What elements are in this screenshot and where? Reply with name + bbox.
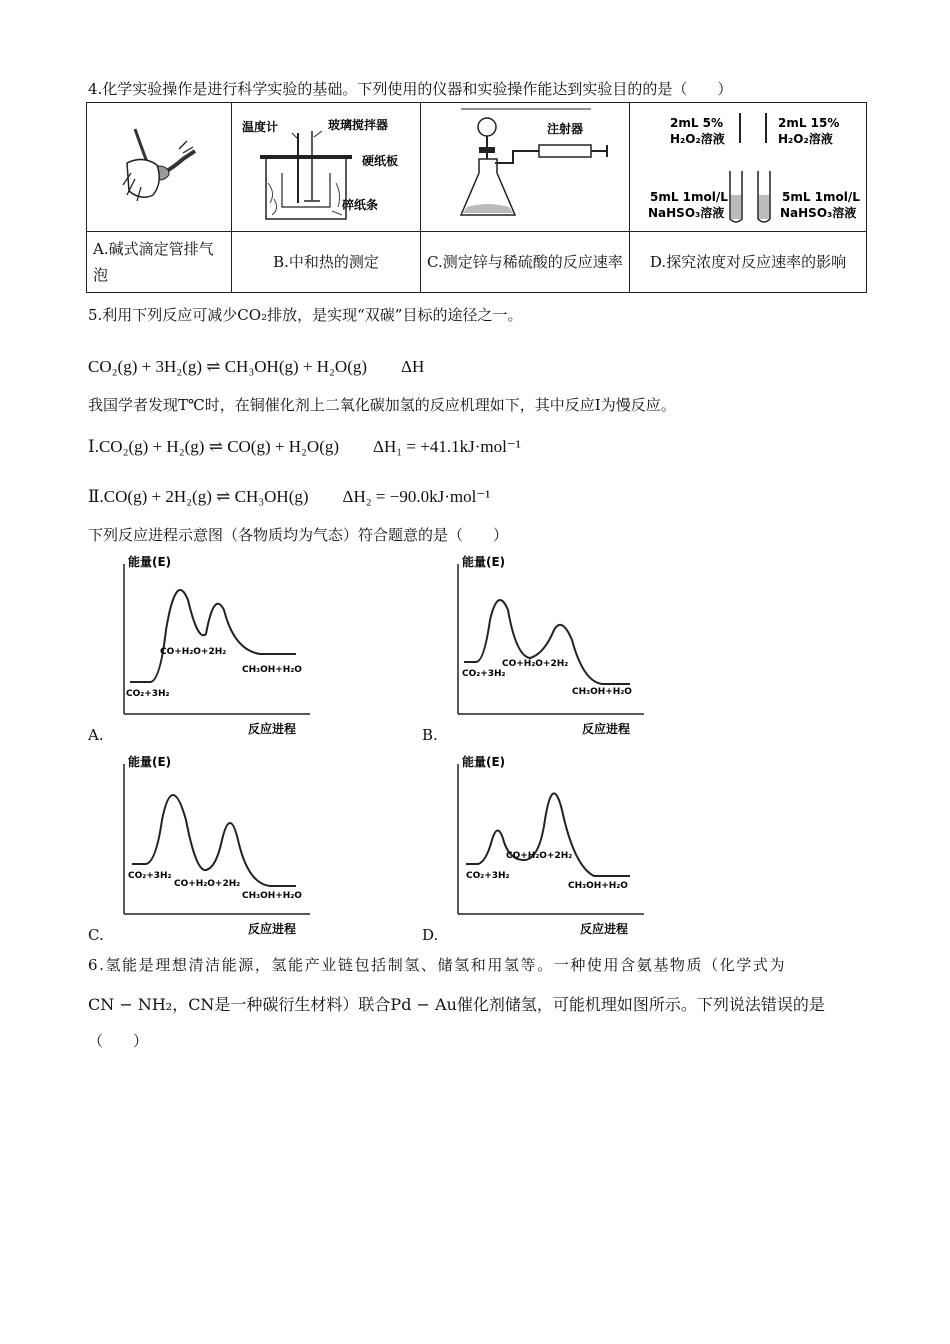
graph-a-intermediate: CO+H₂O+2H₂ xyxy=(160,647,227,657)
q5-main-equation: CO₂(g) + 3H₂(g) ⇌ CH₃OH(g) + H₂O(g) ΔH xyxy=(88,357,425,376)
label-cardboard: 硬纸板 xyxy=(362,154,399,168)
graph-b-product: CH₃OH+H₂O xyxy=(572,687,632,697)
q6-line-2: CN − NH₂，CN是一种碳衍生材料）联合Pd − Au催化剂储氢，可能机理如图所示。下列说法错误的是 xyxy=(88,995,825,1014)
option-a: A.碱式滴定管排气泡 xyxy=(87,232,232,293)
q4-options-table xyxy=(86,102,867,293)
label-d-tr2: H₂O₂溶液 xyxy=(778,132,833,146)
graph-c-product: CH₃OH+H₂O xyxy=(242,891,302,901)
label-d-br: 5mL 1mol/L xyxy=(782,190,860,204)
option-c: C.测定锌与稀硫酸的反应速率 xyxy=(421,232,630,293)
label-stirrer: 玻璃搅拌器 xyxy=(328,118,389,132)
graph-d-label: D. xyxy=(422,926,439,944)
graph-a xyxy=(110,550,320,744)
q6-line-3: （ ） xyxy=(88,1032,149,1050)
label-d-tl2: H₂O₂溶液 xyxy=(670,132,725,146)
graph-d-intermediate: CO+H₂O+2H₂ xyxy=(506,851,573,861)
q5-stem: 5.利用下列反应可减少CO₂排放，是实现“双碳”目标的途径之一。 xyxy=(88,306,523,324)
q5-equation-2: Ⅱ.CO(g) + 2H₂(g) ⇌ CH₃OH(g) ΔH₂ = −90.0kJ·mol⁻¹ xyxy=(88,487,491,506)
figure-b-calorimeter xyxy=(232,103,421,232)
graph-b-intermediate: CO+H₂O+2H₂ xyxy=(502,659,569,669)
q6-line-1: 6.氢能是理想清洁能源，氢能产业链包括制氢、储氢和用氢等。一种使用含氨基物质（化学式为 xyxy=(88,956,787,974)
graph-b-label: B. xyxy=(422,726,438,744)
figure-c-flask-syringe xyxy=(421,103,630,232)
label-d-bl: 5mL 1mol/L xyxy=(650,190,728,204)
graph-c-xlabel: 反应进程 xyxy=(248,922,297,936)
label-d-tl: 2mL 5% xyxy=(670,116,724,130)
q4-stem: 4.化学实验操作是进行科学实验的基础。下列使用的仪器和实验操作能达到实验目的的是（ ） xyxy=(88,80,733,98)
graph-d-ylabel: 能量(E) xyxy=(462,755,506,769)
graph-d-xlabel: 反应进程 xyxy=(580,922,629,936)
graph-a-xlabel: 反应进程 xyxy=(248,722,297,736)
graph-a-reactant: CO₂+3H₂ xyxy=(126,689,170,699)
label-syringe: 注射器 xyxy=(547,122,584,136)
graph-c-reactant: CO₂+3H₂ xyxy=(128,871,172,881)
label-d-tr: 2mL 15% xyxy=(778,116,840,130)
figure-d-test-tubes xyxy=(630,103,867,232)
option-d: D.探究浓度对反应速率的影响 xyxy=(630,232,867,293)
graph-a-ylabel: 能量(E) xyxy=(128,555,172,569)
q5-intro: 我国学者发现T℃时，在铜催化剂上二氧化碳加氢的反应机理如下，其中反应Ⅰ为慢反应。 xyxy=(88,396,676,414)
graph-d-reactant: CO₂+3H₂ xyxy=(466,871,510,881)
graph-c-label: C. xyxy=(88,926,104,944)
graph-c xyxy=(110,750,320,944)
graph-b-ylabel: 能量(E) xyxy=(462,555,506,569)
figure-a-burette xyxy=(87,103,232,232)
label-d-bl2: NaHSO₃溶液 xyxy=(648,206,725,220)
q5-question: 下列反应进程示意图（各物质均为气态）符合题意的是（ ） xyxy=(88,526,509,544)
graph-b-reactant: CO₂+3H₂ xyxy=(462,669,506,679)
label-d-br2: NaHSO₃溶液 xyxy=(780,206,857,220)
label-paper-scraps: 碎纸条 xyxy=(342,198,379,212)
graph-d-product: CH₃OH+H₂O xyxy=(568,881,628,891)
graph-d xyxy=(444,750,654,944)
option-b: B.中和热的测定 xyxy=(232,232,421,293)
graph-a-label: A. xyxy=(88,726,104,744)
graph-b-xlabel: 反应进程 xyxy=(582,722,631,736)
label-thermometer: 温度计 xyxy=(242,120,279,134)
graph-b xyxy=(444,550,654,744)
graph-c-ylabel: 能量(E) xyxy=(128,755,172,769)
graph-a-product: CH₃OH+H₂O xyxy=(242,665,302,675)
graph-c-intermediate: CO+H₂O+2H₂ xyxy=(174,879,241,889)
q5-equation-1: Ⅰ.CO₂(g) + H₂(g) ⇌ CO(g) + H₂O(g) ΔH₁ = +41.1kJ·mol⁻¹ xyxy=(88,437,521,456)
